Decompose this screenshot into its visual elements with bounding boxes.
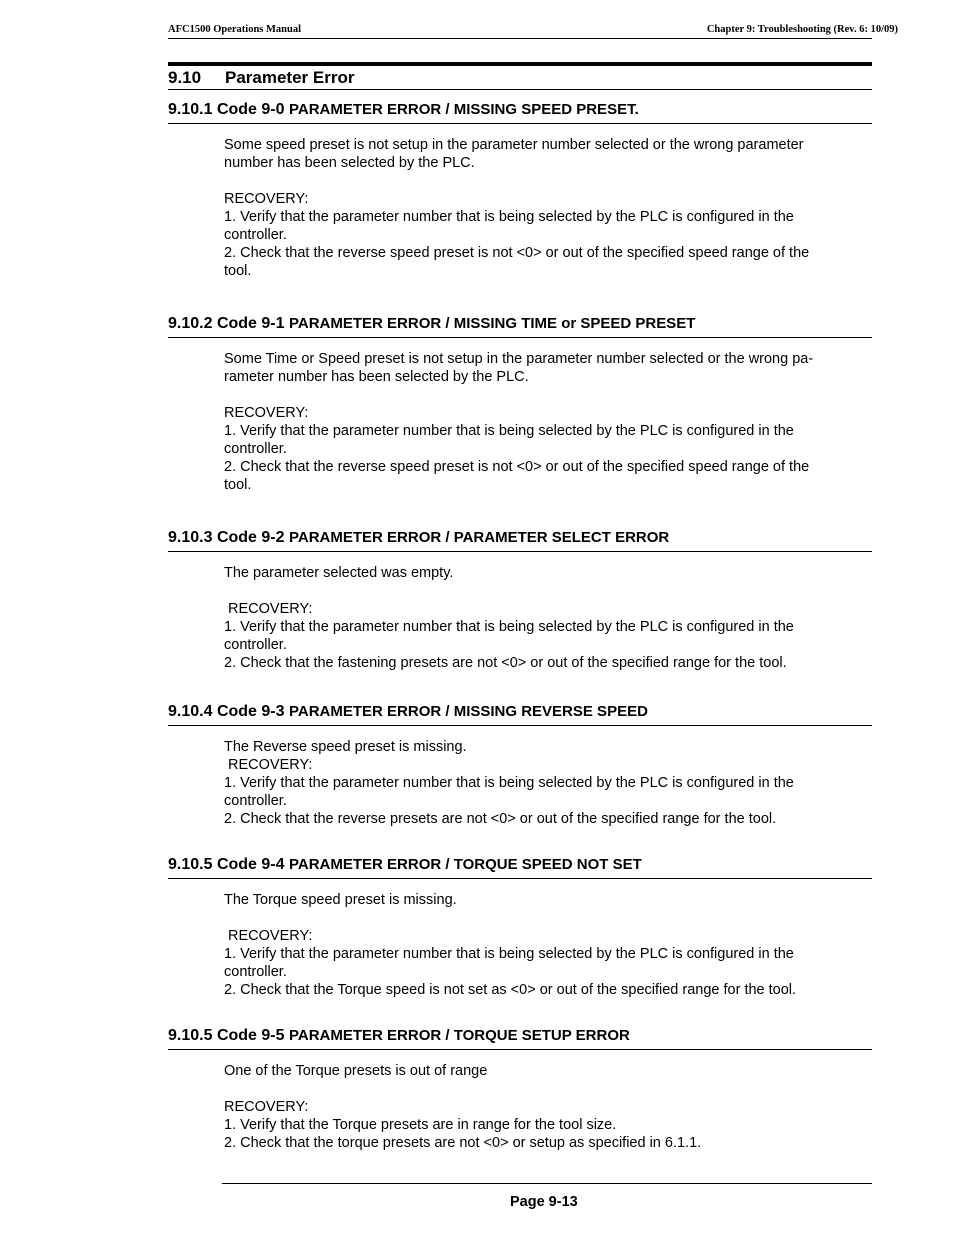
blank-line — [224, 909, 864, 927]
subsection-heading — [168, 529, 872, 552]
error-code: Code 9-3 — [216, 703, 285, 720]
footer-divider — [222, 1183, 872, 1184]
page-header — [168, 22, 898, 39]
recovery-step: 1. Verify that the parameter number that is being selected by the PLC is configured in the — [224, 775, 794, 791]
subsection-body — [224, 891, 864, 999]
recovery-step: 2. Check that the Torque speed is not set as <0> or out of the specified range for the tool. — [224, 982, 797, 998]
section-number: 9.10 — [168, 68, 202, 87]
blank-line — [224, 582, 864, 600]
subsection-number: 9.10.5 — [168, 856, 213, 873]
recovery-label: RECOVERY: — [224, 191, 309, 207]
body-line: Some speed preset is not setup in the parameter number selected or the wrong parameter — [224, 137, 804, 153]
recovery-step: 2. Check that the reverse speed preset is not <0> or out of the specified speed range of the — [224, 459, 810, 475]
blank-line — [224, 386, 864, 404]
section-heading — [168, 68, 872, 90]
recovery-label: RECOVERY: — [224, 405, 309, 421]
recovery-step: 2. Check that the reverse presets are not <0> or out of the specified range for the tool. — [224, 811, 777, 827]
recovery-label: RECOVERY: — [224, 757, 313, 773]
body-line: number has been selected by the PLC. — [224, 155, 475, 171]
body-line: Some Time or Speed preset is not setup in the parameter number selected or the wrong pa- — [224, 351, 814, 367]
subsection-number: 9.10.5 — [168, 1027, 213, 1044]
subsection-number: 9.10.2 — [168, 315, 213, 332]
body-line: The Torque speed preset is missing. — [224, 892, 457, 908]
subsection-number: 9.10.3 — [168, 529, 213, 546]
recovery-label: RECOVERY: — [224, 1099, 309, 1115]
recovery-step: controller. — [224, 793, 287, 809]
recovery-step: 2. Check that the torque presets are not <0> or setup as specified in 6.1.1. — [224, 1135, 702, 1151]
recovery-step: controller. — [224, 964, 287, 980]
error-code: Code 9-1 — [216, 315, 285, 332]
error-code: Code 9-0 — [216, 101, 285, 118]
subsection-heading — [168, 315, 872, 338]
recovery-step: tool. — [224, 477, 252, 493]
recovery-label: RECOVERY: — [224, 601, 313, 617]
blank-line — [224, 172, 864, 190]
subsection-body — [224, 738, 864, 828]
subsection-number: 9.10.1 — [168, 101, 213, 118]
recovery-step: 1. Verify that the parameter number that is being selected by the PLC is configured in the — [224, 423, 794, 439]
section-divider — [168, 62, 872, 66]
error-code: Code 9-4 — [216, 856, 285, 873]
section-title: Parameter Error — [225, 68, 355, 87]
recovery-step: 1. Verify that the parameter number that is being selected by the PLC is configured in the — [224, 209, 794, 225]
subsection-number: 9.10.4 — [168, 703, 213, 720]
error-description: PARAMETER ERROR / TORQUE SETUP ERROR — [288, 1027, 630, 1044]
blank-line — [224, 1080, 864, 1098]
body-line: The parameter selected was empty. — [224, 565, 454, 581]
body-line: One of the Torque presets is out of range — [224, 1063, 488, 1079]
error-code: Code 9-2 — [216, 529, 285, 546]
page-number: Page 9-13 — [510, 1194, 578, 1210]
recovery-step: 1. Verify that the parameter number that is being selected by the PLC is configured in the — [224, 946, 794, 962]
recovery-step: controller. — [224, 637, 287, 653]
recovery-label: RECOVERY: — [224, 928, 313, 944]
error-description: PARAMETER ERROR / MISSING SPEED PRESET. — [288, 101, 639, 118]
subsection-body — [224, 564, 864, 672]
subsection-body — [224, 1062, 864, 1152]
error-description: PARAMETER ERROR / MISSING TIME or SPEED PRESET — [288, 315, 696, 332]
error-code: Code 9-5 — [216, 1027, 285, 1044]
subsection-heading — [168, 856, 872, 879]
recovery-step: tool. — [224, 263, 252, 279]
subsection-body — [224, 136, 864, 280]
error-description: PARAMETER ERROR / PARAMETER SELECT ERROR — [288, 529, 670, 546]
body-line: The Reverse speed preset is missing. — [224, 739, 467, 755]
subsection-heading — [168, 101, 872, 124]
subsection-heading — [168, 1027, 872, 1050]
recovery-step: 2. Check that the fastening presets are not <0> or out of the specified range for the tool. — [224, 655, 787, 671]
recovery-step: 1. Verify that the parameter number that is being selected by the PLC is configured in the — [224, 619, 794, 635]
body-line: rameter number has been selected by the PLC. — [224, 369, 529, 385]
subsection-body — [224, 350, 864, 494]
subsection-heading — [168, 703, 872, 726]
error-description: PARAMETER ERROR / TORQUE SPEED NOT SET — [288, 856, 642, 873]
recovery-step: 2. Check that the reverse speed preset is not <0> or out of the specified speed range of the — [224, 245, 810, 261]
recovery-step: 1. Verify that the Torque presets are in range for the tool size. — [224, 1117, 617, 1133]
recovery-step: controller. — [224, 441, 287, 457]
recovery-step: controller. — [224, 227, 287, 243]
manual-title: AFC1500 Operations Manual — [168, 24, 302, 35]
error-description: PARAMETER ERROR / MISSING REVERSE SPEED — [288, 703, 648, 720]
chapter-title: Chapter 9: Troubleshooting (Rev. 6: 10/09) — [706, 24, 898, 35]
